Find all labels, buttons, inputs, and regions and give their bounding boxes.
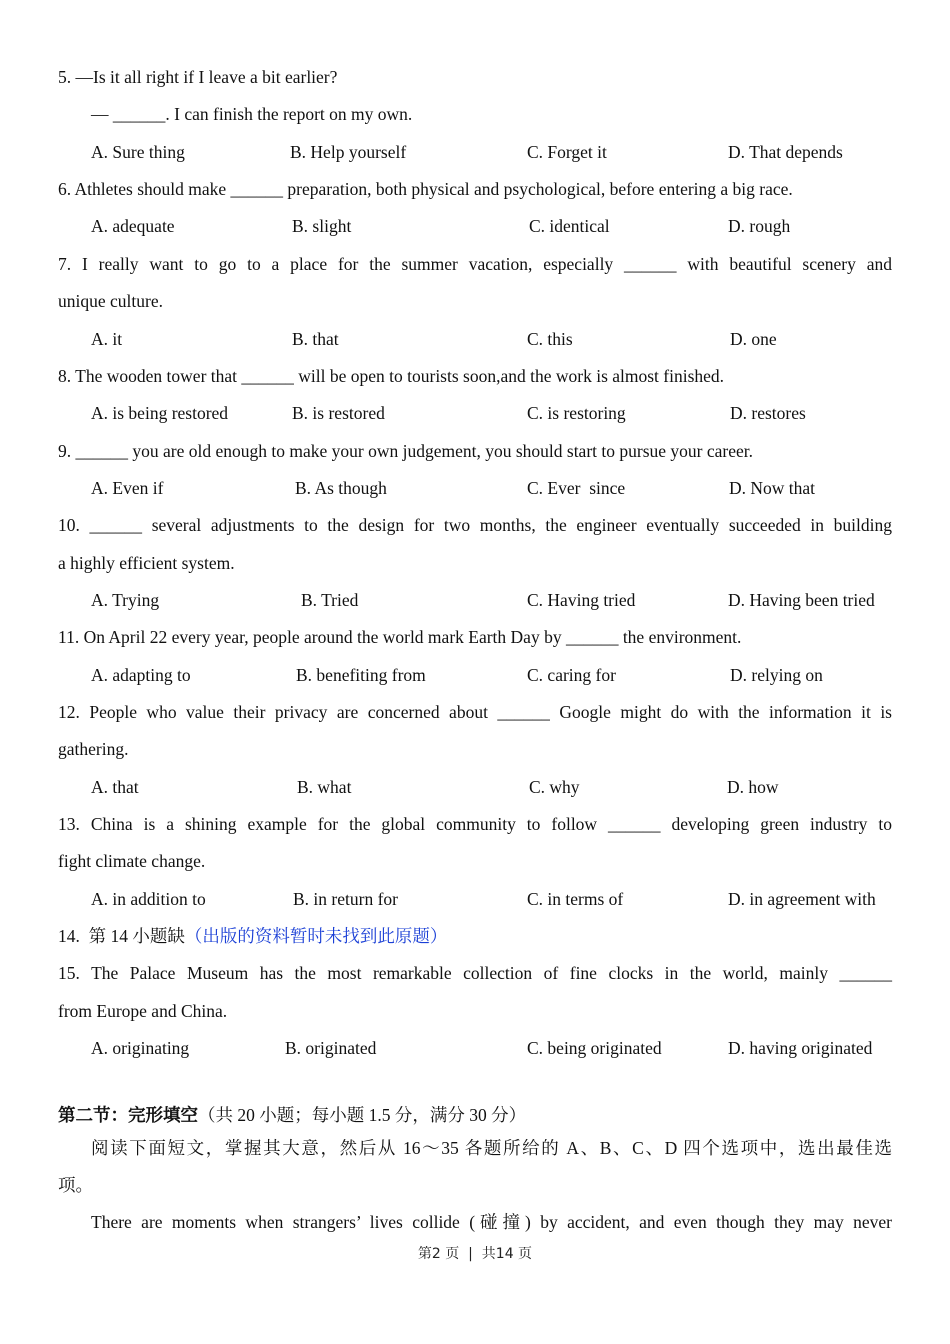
q13-option-a: A. in addition to	[91, 889, 206, 909]
q8-option-d: D. restores	[730, 403, 806, 423]
q14-line	[58, 925, 447, 947]
q8-stem: 8. The wooden tower that ______ will be open to tourists soon,and the work is almost finished.	[58, 366, 725, 386]
q9-option-d: D. Now that	[729, 478, 816, 498]
q5-option-d: D. That depends	[728, 142, 843, 162]
q8-option-a: A. is being restored	[91, 403, 229, 423]
q11-stem: 11. On April 22 every year, people around the world mark Earth Day by ______ the environment.	[58, 627, 742, 647]
q6-option-c: C. identical	[529, 216, 610, 236]
q8-option-b: B. is restored	[292, 403, 385, 423]
q12-stem-cont: gathering.	[58, 739, 129, 759]
q13-stem-cont: fight climate change.	[58, 851, 206, 871]
q7-option-d: D. one	[730, 329, 777, 349]
q14-note: （出版的资料暂时未找到此原题）	[184, 926, 448, 946]
q9-stem: 9. ______ you are old enough to make your own judgement, you should start to pursue your career.	[58, 441, 753, 461]
q12-option-c: C. why	[529, 777, 580, 797]
section-instruction: 阅读下面短文，掌握其大意，然后从 16～35 各题所给的 A、B、C、D 四个选项中，选出最佳选	[91, 1138, 892, 1158]
q10-option-a: A. Trying	[91, 590, 160, 610]
q7-option-a: A. it	[91, 329, 123, 349]
q11-option-c: C. caring for	[527, 665, 616, 685]
q5-stem: 5. —Is it all right if I leave a bit earlier?	[58, 67, 338, 87]
q5-reply: — ______. I can finish the report on my own.	[91, 104, 413, 124]
q5-option-b: B. Help yourself	[290, 142, 407, 162]
q13-option-b: B. in return for	[293, 889, 398, 909]
q6-option-b: B. slight	[292, 216, 352, 236]
q7-option-c: C. this	[527, 329, 573, 349]
q9-option-a: A. Even if	[91, 478, 164, 498]
q12-option-b: B. what	[297, 777, 352, 797]
q11-option-a: A. adapting to	[91, 665, 191, 685]
q13-option-d: D. in agreement with	[728, 889, 876, 909]
q11-option-b: B. benefiting from	[296, 665, 426, 685]
q10-stem-cont: a highly efficient system.	[58, 553, 235, 573]
q5-option-c: C. Forget it	[527, 142, 607, 162]
q15-option-d: D. having originated	[728, 1038, 873, 1058]
q7-stem-cont: unique culture.	[58, 291, 163, 311]
q12-option-d: D. how	[727, 777, 779, 797]
q5-option-a: A. Sure thing	[91, 142, 185, 162]
q14-stem: 14. 第 14 小题缺	[58, 926, 185, 946]
q10-option-d: D. Having been tried	[728, 590, 875, 610]
section-heading-title: 第二节：完形填空	[58, 1105, 198, 1125]
q15-option-c: C. being originated	[527, 1038, 662, 1058]
q10-option-c: C. Having tried	[527, 590, 636, 610]
q8-option-c: C. is restoring	[527, 403, 626, 423]
q7-option-b: B. that	[292, 329, 339, 349]
passage-first-line: There are moments when strangers’ lives collide (碰撞) by accident, and even though they may never	[91, 1212, 892, 1232]
q13-option-c: C. in terms of	[527, 889, 624, 909]
q15-option-a: A. originating	[91, 1038, 190, 1058]
page-footer: 第2 页 | 共14 页	[417, 1246, 533, 1262]
q10-stem: 10. ______ several adjustments to the design for two months, the engineer eventually succeeded in building	[58, 515, 892, 535]
q13-stem: 13. China is a shining example for the global community to follow ______ developing green industry to	[58, 814, 892, 834]
q15-option-b: B. originated	[285, 1038, 377, 1058]
q6-option-a: A. adequate	[91, 216, 175, 236]
q6-option-d: D. rough	[728, 216, 791, 236]
q9-option-c: C. Ever since	[527, 478, 626, 498]
q9-option-b: B. As though	[295, 478, 387, 498]
q12-stem: 12. People who value their privacy are concerned about ______ Google might do with the information it is	[58, 702, 892, 722]
q15-stem-cont: from Europe and China.	[58, 1001, 228, 1021]
q15-stem: 15. The Palace Museum has the most remarkable collection of fine clocks in the world, mainly ______	[58, 963, 892, 983]
q11-option-d: D. relying on	[730, 665, 823, 685]
q7-stem: 7. I really want to go to a place for the summer vacation, especially ______ with beautiful scenery and	[58, 254, 892, 274]
q12-option-a: A. that	[91, 777, 139, 797]
q10-option-b: B. Tried	[301, 590, 359, 610]
section-heading	[58, 1104, 526, 1126]
q6-stem: 6. Athletes should make ______ preparation, both physical and psychological, before entering a big race.	[58, 179, 793, 199]
section-instruction-cont: 项。	[58, 1175, 93, 1195]
section-heading-scoring: （共 20 小题；每小题 1.5 分，满分 30 分）	[198, 1105, 527, 1125]
